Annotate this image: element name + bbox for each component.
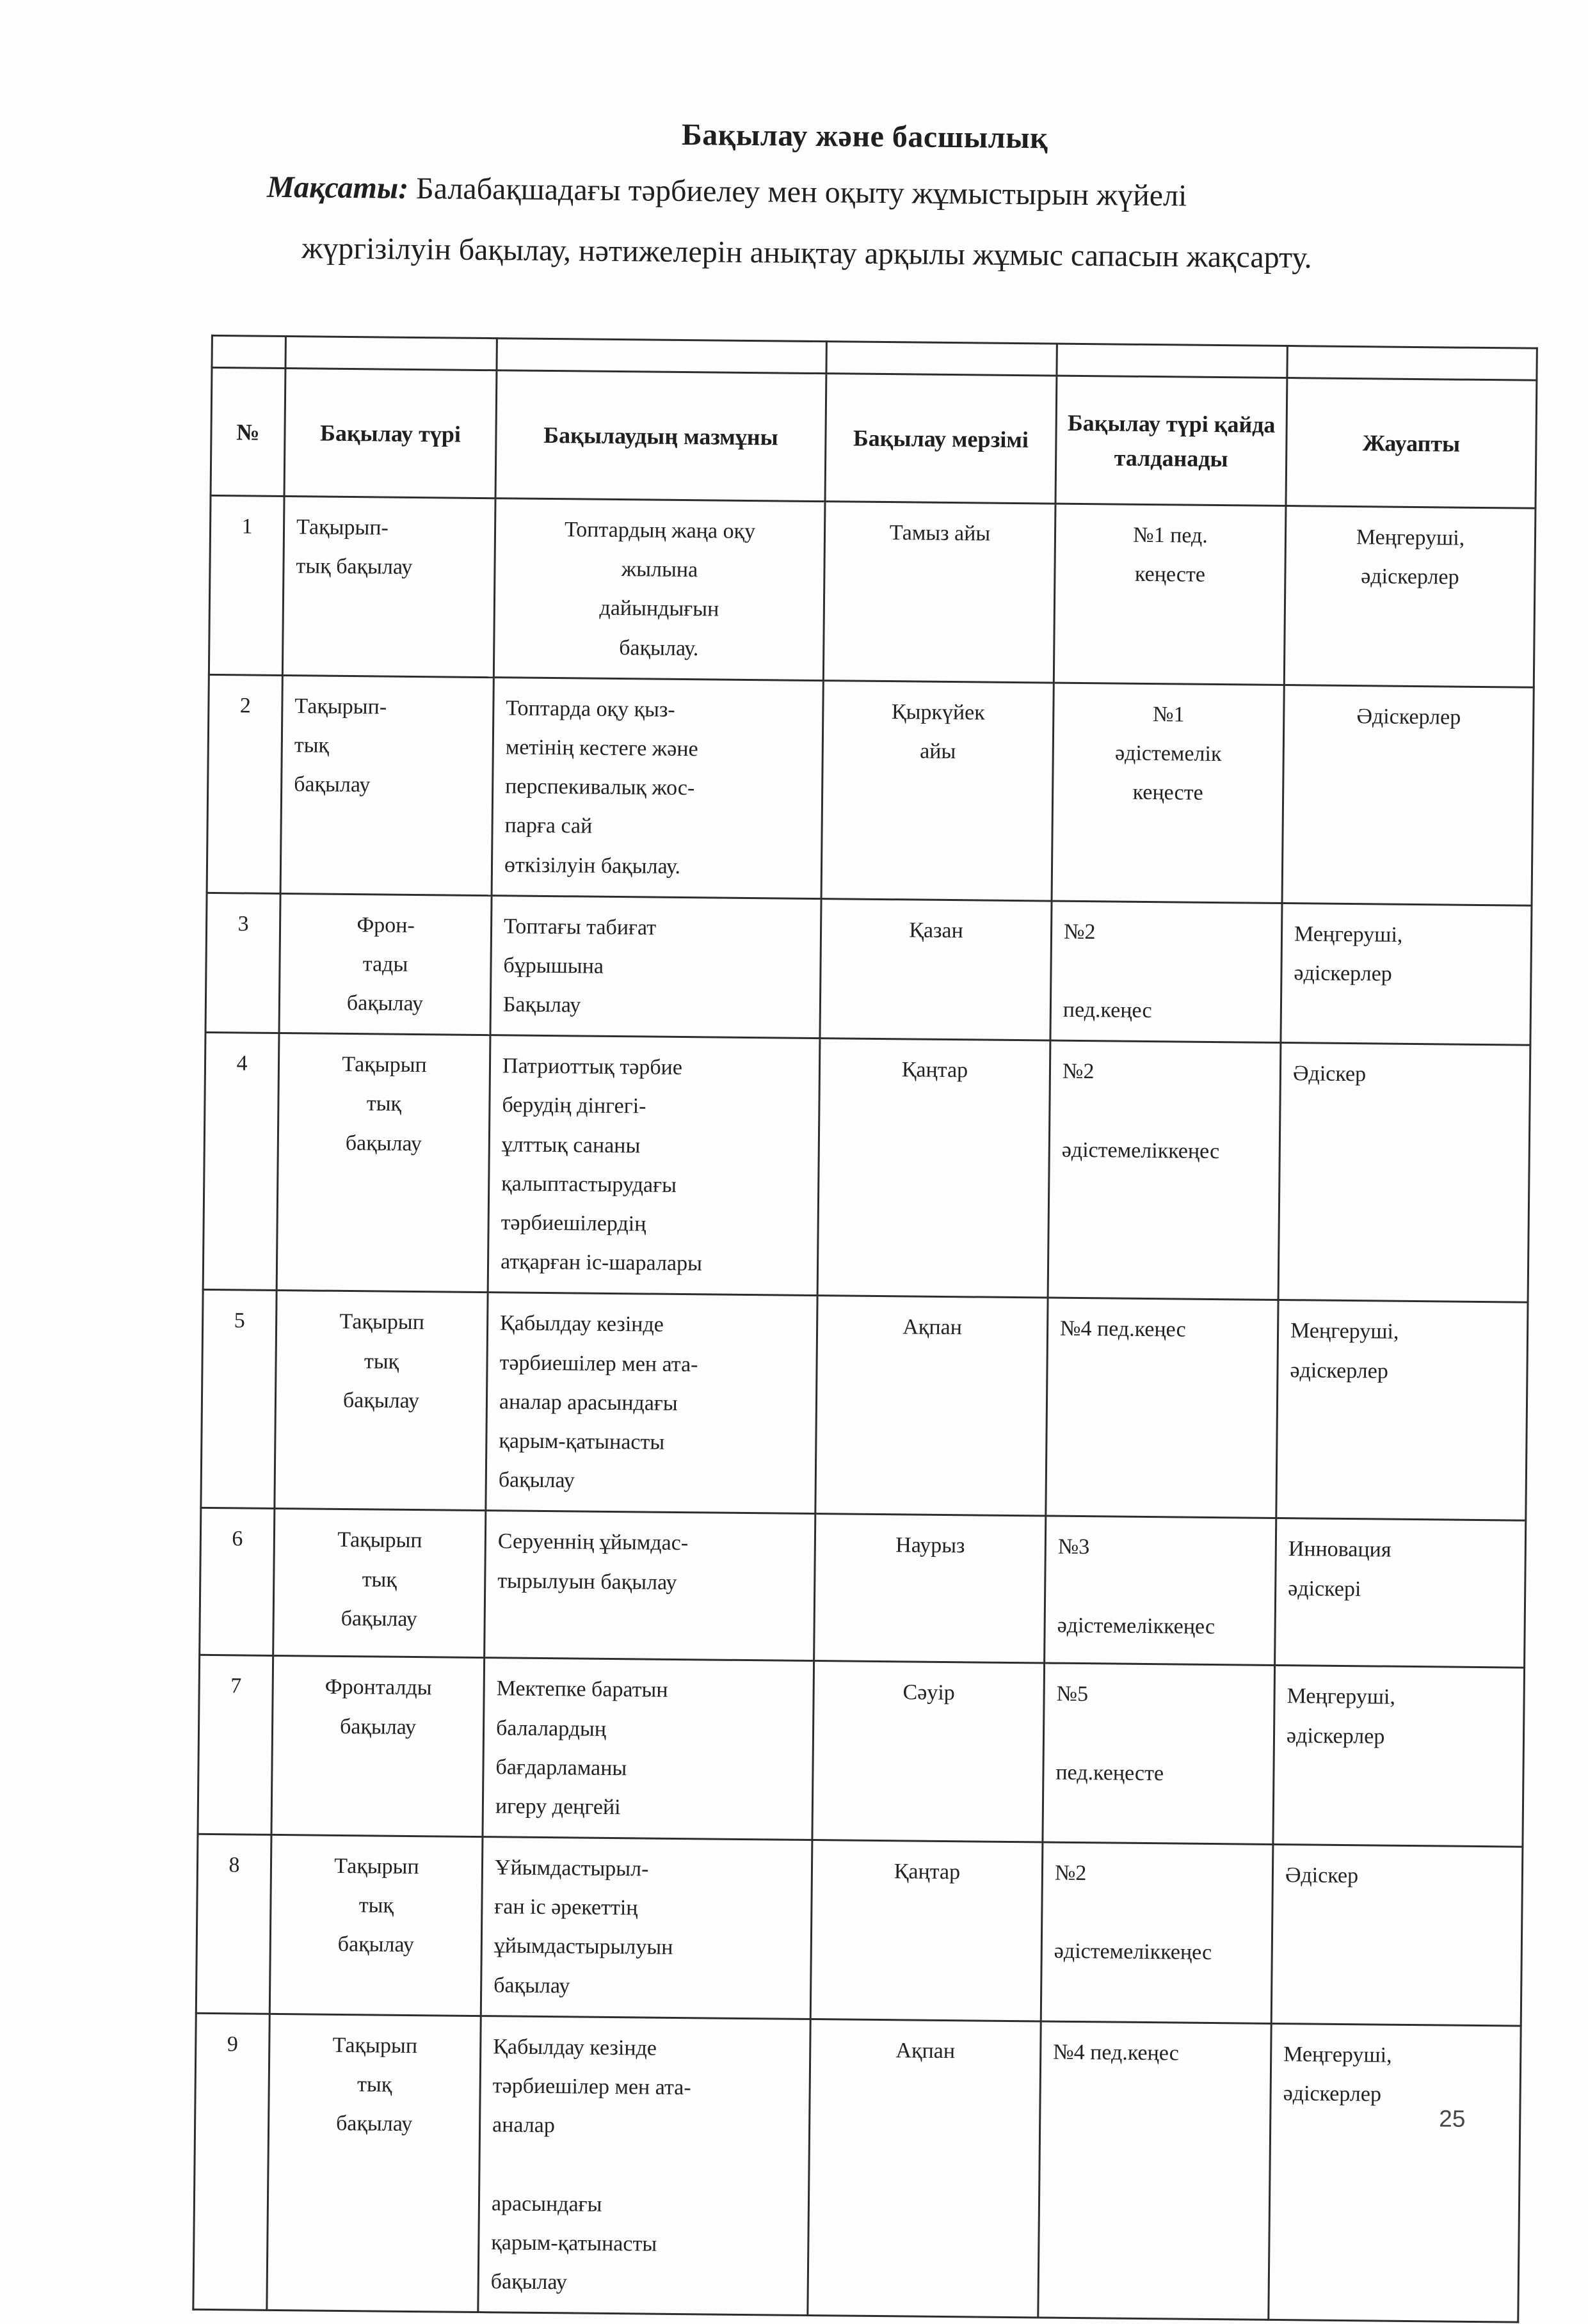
row4-term: Қаңтар: [817, 1039, 1050, 1298]
row5-type: Тақырып тық бақылау: [275, 1291, 488, 1511]
table-row: [193, 2013, 1521, 2322]
row1-analyzed: №1 пед. кеңесте: [1054, 504, 1286, 685]
row4-analyzed: №2 әдістемеліккеңес: [1048, 1040, 1281, 1300]
spacer-cell: [497, 338, 826, 374]
row2-responsible: Әдіскерлер: [1282, 685, 1534, 905]
control-plan-table: [192, 335, 1538, 2323]
row9-num: 9: [193, 2013, 269, 2310]
row7-term: Сәуір: [812, 1661, 1045, 1842]
row9-type: Тақырып тық бақылау: [267, 2014, 481, 2312]
table-row: [201, 1290, 1528, 1521]
spacer-cell: [285, 337, 497, 370]
row3-num: 3: [205, 893, 280, 1033]
row4-type: Тақырып тық бақылау: [277, 1033, 490, 1293]
row3-type: Фрон- тады бақылау: [279, 893, 492, 1035]
row6-analyzed: №3 әдістемеліккеңес: [1045, 1516, 1276, 1665]
goal-paragraph: [266, 168, 1313, 278]
row6-num: 6: [200, 1508, 275, 1656]
row9-term: Ақпан: [808, 2019, 1041, 2318]
table-row: [207, 674, 1534, 905]
row1-num: 1: [209, 495, 284, 675]
row7-content: Мектепке баратын балалардың бағдарламаны игеру деңгейі: [483, 1658, 814, 1840]
row1-content: Топтардың жаңа оқу жылына дайындығын бақылау.: [493, 498, 825, 681]
header-cell-type: Бақылау түрі: [284, 369, 497, 498]
table-row: [209, 495, 1536, 687]
row7-responsible: Меңгеруші, әдіскерлер: [1273, 1666, 1525, 1847]
header-row: [211, 367, 1537, 508]
row6-content: Серуеннің ұйымдас- тырылуын бақылау: [485, 1511, 815, 1661]
row3-term: Қазан: [820, 898, 1052, 1040]
row6-responsible: Инновация әдіскері: [1275, 1518, 1526, 1668]
row1-type: Тақырып- тық бақылау: [282, 497, 495, 678]
row3-responsible: Меңгеруші, әдіскерлер: [1281, 903, 1532, 1045]
spacer-cell: [1287, 346, 1537, 381]
row2-type: Тақырып- тық бақылау: [280, 675, 493, 895]
row8-num: 8: [196, 1834, 271, 2014]
spacer-cell: [1057, 344, 1287, 378]
spacer-cell: [826, 342, 1057, 376]
row2-term: Қыркүйек айы: [821, 680, 1054, 900]
spacer-cell: [212, 335, 285, 368]
row6-type: Тақырып тық бақылау: [273, 1509, 486, 1658]
row4-content: Патриоттық тәрбие берудің дінгегі- ұлттық сананы қалыптастырудағы тәрбиешілердің атқарған іс-шаралары: [488, 1035, 820, 1296]
row3-analyzed: №2 пед.кеңес: [1050, 901, 1282, 1043]
row7-num: 7: [198, 1655, 273, 1835]
document-title: Бақылау және басшылық: [681, 117, 1048, 155]
row2-content: Топтарда оқу қыз- метінің кестеге және перспекивалық жос- парға сай өткізілуін бақылау.: [492, 677, 823, 898]
row9-responsible: Меңгеруші, әдіскерлер: [1269, 2023, 1521, 2322]
row8-analyzed: №2 әдістемеліккеңес: [1041, 1842, 1273, 2023]
table-row: [196, 1834, 1523, 2026]
header-cell-content: Бақылаудың мазмұны: [495, 370, 826, 502]
row4-num: 4: [203, 1033, 279, 1291]
header-cell-analyzed: Бақылау түрі қайда талданады: [1055, 376, 1287, 505]
goal-line-1-text: Балабақшадағы тәрбиелеу мен оқыту жұмыстырын жүйелі: [408, 171, 1187, 213]
row8-type: Тақырып тық бақылау: [269, 1835, 483, 2016]
row3-content: Топтағы табиғат бұрышына Бақылау: [490, 895, 821, 1038]
row8-term: Қаңтар: [810, 1840, 1043, 2021]
table-row: [200, 1508, 1526, 1668]
row7-type: Фронталды бақылау: [271, 1656, 485, 1837]
table-row: [198, 1655, 1525, 1847]
row5-analyzed: №4 пед.кеңес: [1046, 1298, 1278, 1518]
row8-content: Ұйымдастырыл- ған іс әрекеттің ұйымдастырылуын бақылау: [481, 1837, 812, 2019]
row1-responsible: Меңгеруші, әдіскерлер: [1284, 506, 1536, 687]
goal-line-2: жүргізілуін бақылау, нәтижелерін анықтау арқылы жұмыс сапасын жақсарту.: [301, 231, 1312, 275]
header-cell-responsible: Жауапты: [1286, 378, 1537, 509]
table-row: [203, 1033, 1530, 1303]
row1-term: Тамыз айы: [823, 502, 1055, 683]
table-row: [205, 893, 1532, 1045]
row5-term: Ақпан: [815, 1296, 1048, 1516]
row2-num: 2: [207, 674, 282, 893]
row8-responsible: Әдіскер: [1271, 1844, 1523, 2025]
header-cell-num: №: [211, 367, 285, 496]
page-number: 25: [1439, 2105, 1466, 2132]
row5-content: Қабылдау кезінде тәрбиешілер мен ата- аналар арасындағы қарым-қатынасты бақылау: [486, 1293, 817, 1514]
row2-analyzed: №1 әдістемелік кеңесте: [1052, 683, 1284, 903]
row9-content: Қабылдау кезінде тәрбиешілер мен ата- аналар арасындағы қарым-қатынасты бақылау: [478, 2016, 810, 2315]
row9-analyzed: №4 пед.кеңес: [1038, 2021, 1271, 2320]
goal-line-1: [267, 168, 1313, 217]
header-cell-term: Бақылау мерзімі: [825, 374, 1057, 504]
row5-num: 5: [201, 1290, 277, 1509]
row5-responsible: Меңгеруші, әдіскерлер: [1276, 1300, 1528, 1521]
goal-label: Мақсаты:: [266, 170, 409, 205]
row7-analyzed: №5 пед.кеңесте: [1043, 1663, 1275, 1844]
row4-responsible: Әдіскер: [1278, 1043, 1530, 1303]
row6-term: Наурыз: [814, 1514, 1046, 1663]
